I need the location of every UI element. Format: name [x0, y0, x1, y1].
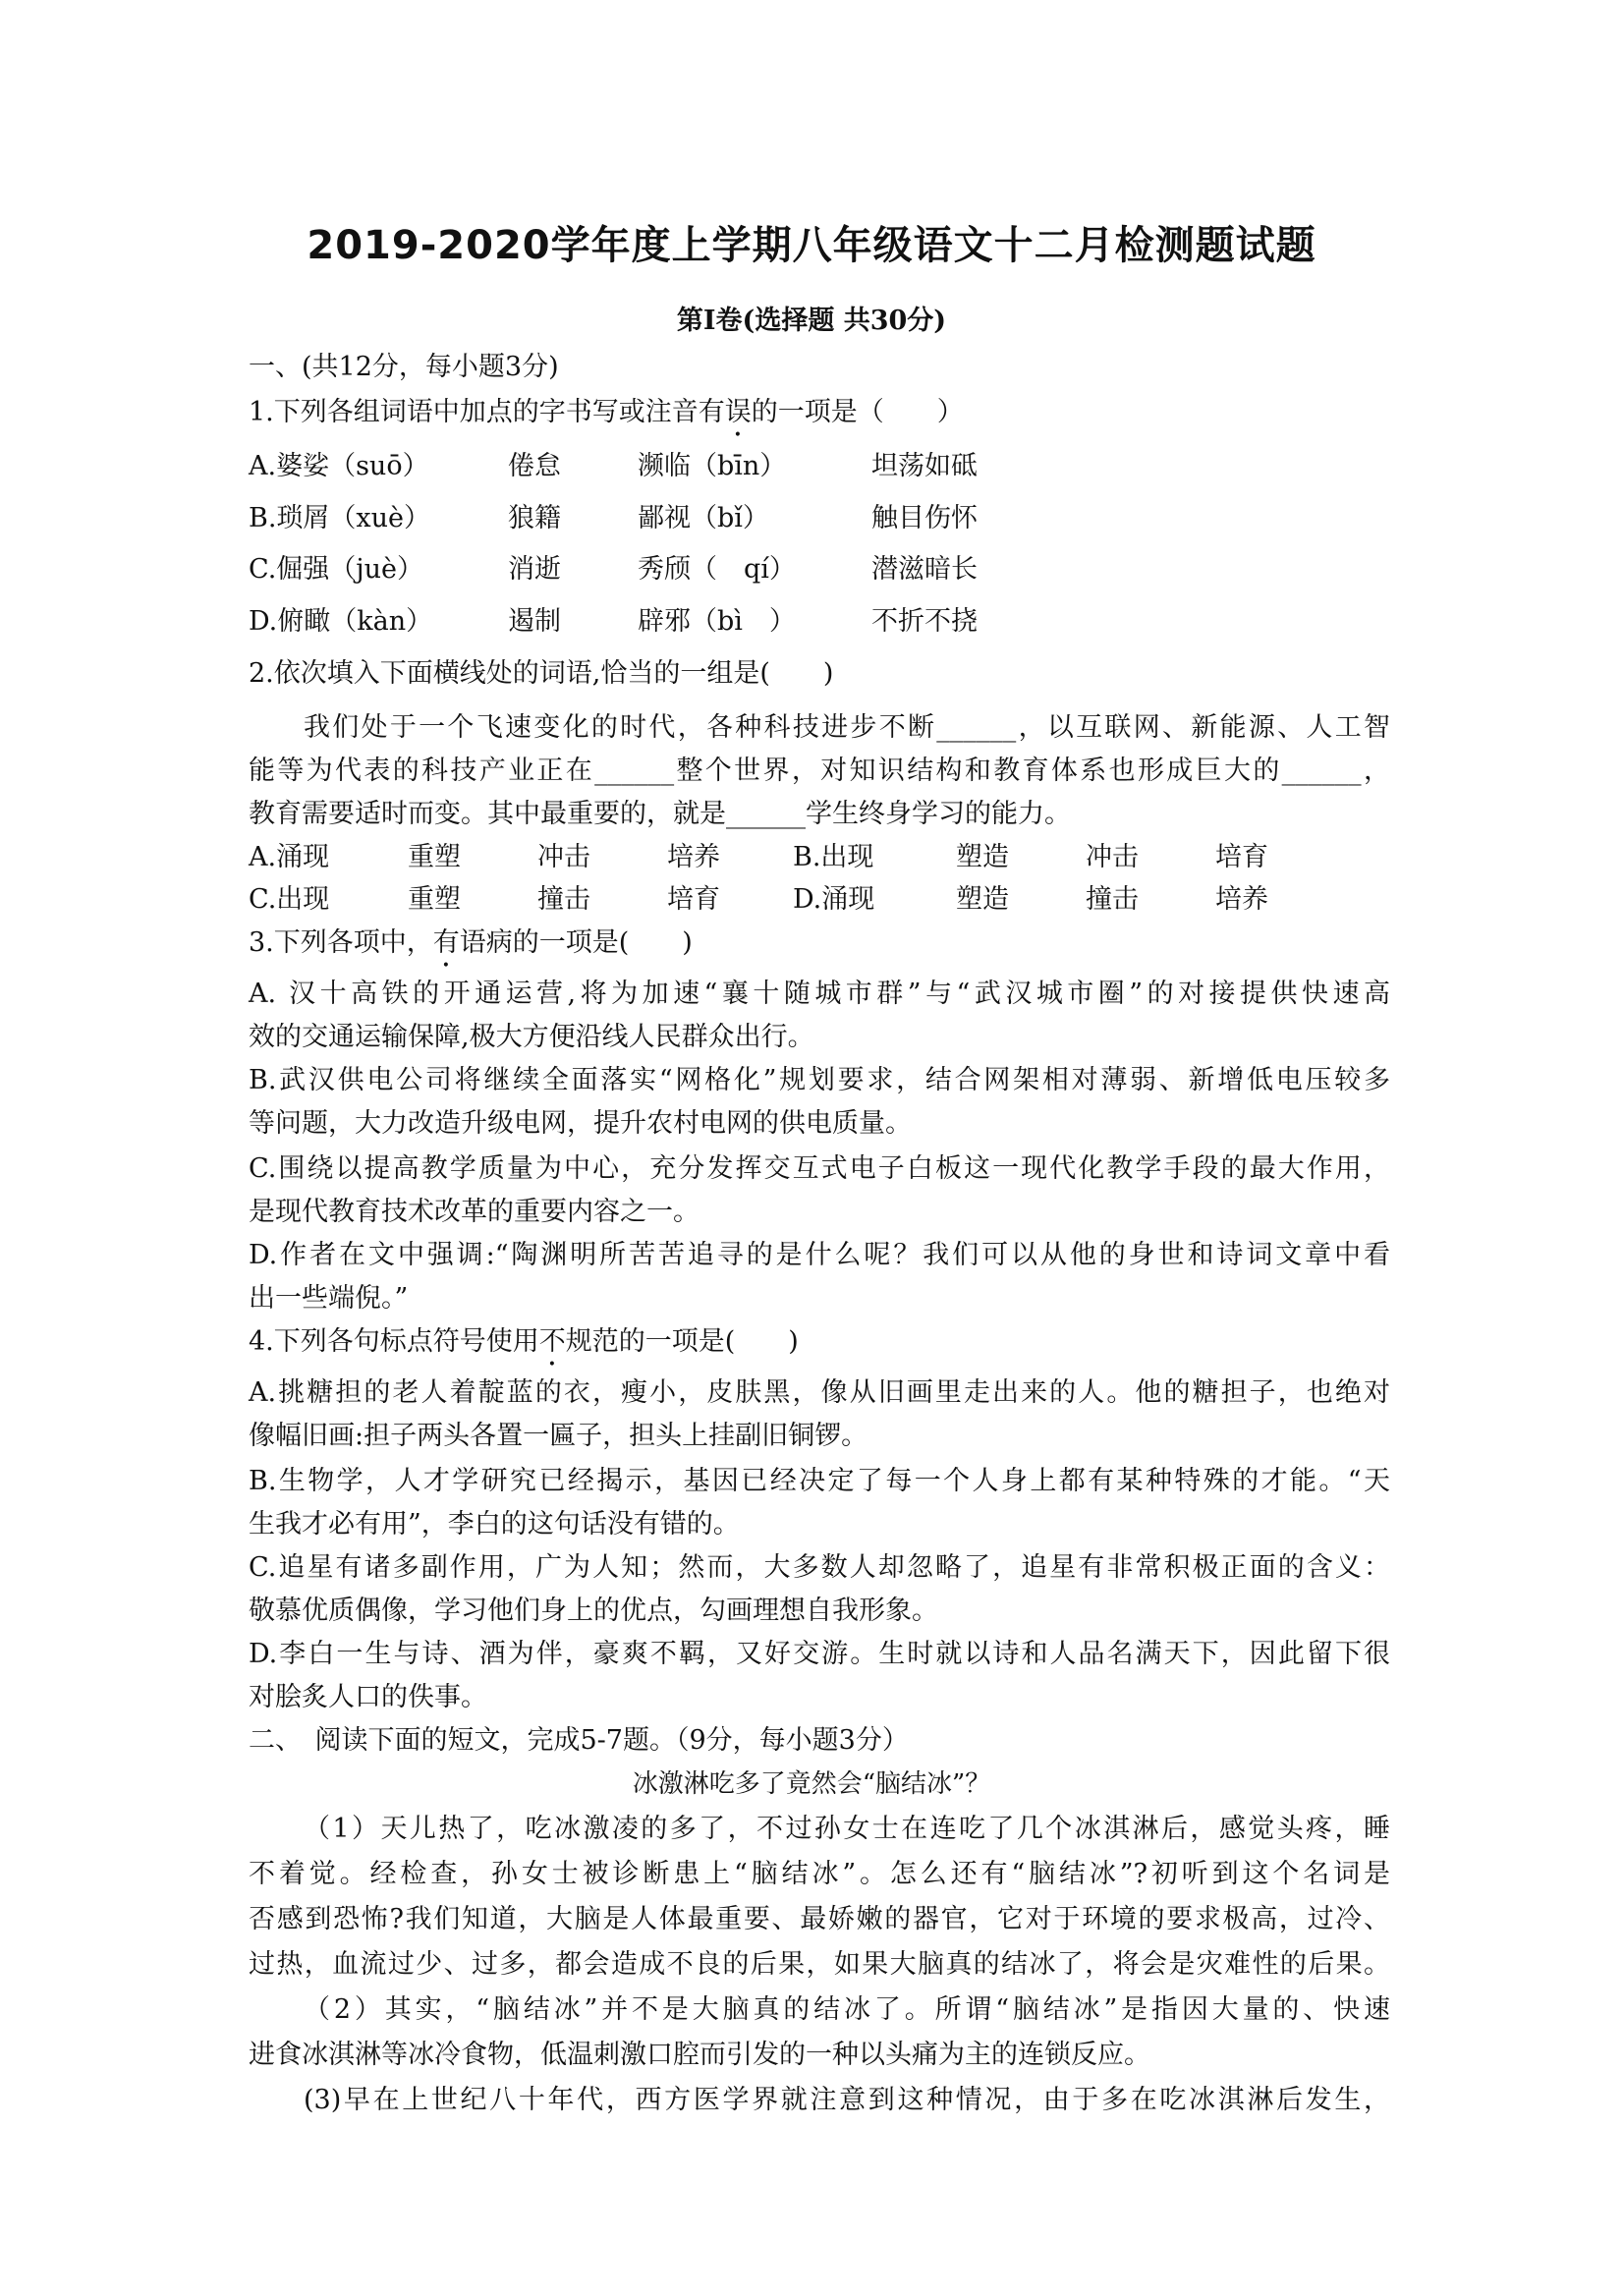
question-4-option-c-cont: 敬慕优质偶像，学习他们身上的优点，勾画理想自我形象。 — [249, 1596, 938, 1626]
question-3-option-b-cont: 等问题，大力改造升级电网，提升农村电网的供电质量。 — [249, 1108, 912, 1139]
question-2-passage-line: 教育需要适时而变。其中最重要的，就是______学生终身学习的能力。 — [249, 799, 1071, 829]
question-3-option-a: A. 汉十高铁的开通运营,将为加速“襄十随城市群”与“武汉城市圈”的对接提供快速高 — [249, 979, 1390, 1009]
question-3-option-d-cont: 出一些端倪。” — [249, 1283, 409, 1314]
article-title: 冰激淋吃多了竟然会“脑结冰”？ — [632, 1769, 991, 1799]
article-paragraph-line: (3)早在上世纪八十年代，西方医学界就注意到这种情况，由于多在吃冰淇淋后发生， — [304, 2085, 1390, 2115]
question-4-option-b-cont: 生我才必有用”，李白的这句话没有错的。 — [249, 1509, 740, 1540]
question-2-stem: 2.依次填入下面横线处的词语,恰当的一组是( ) — [249, 658, 834, 689]
question-3-stem: 3.下列各项中，有语病的一项是( ) — [249, 927, 693, 958]
article-paragraph-line: 过热，血流过少、过多，都会造成不良的后果，如果大脑真的结冰了，将会是灾难性的后果。 — [249, 1949, 1390, 1980]
article-paragraph-line: 进食冰淇淋等冰冷食物，低温刺激口腔而引发的一种以头痛为主的连锁反应。 — [249, 2040, 1150, 2070]
article-paragraph-line: 不着觉。经检查，孙女士被诊断患上“脑结冰”。怎么还有“脑结冰”?初听到这个名词是 — [249, 1859, 1390, 1889]
page-title: 2019-2020学年度上学期八年级语文十二月检测题试题 — [307, 223, 1316, 268]
question-1-stem: 1.下列各组词语中加点的字书写或注音有误的一项是（ ） — [249, 397, 964, 427]
section-one-header: 一、(共12分，每小题3分) — [249, 352, 559, 382]
question-2-passage-line: 我们处于一个飞速变化的时代，各种科技进步不断______，以互联网、新能源、人工智 — [304, 712, 1390, 743]
question-4-option-b: B.生物学，人才学研究已经揭示，基因已经决定了每一个人身上都有某种特殊的才能。“天 — [249, 1466, 1390, 1496]
question-4-stem: 4.下列各句标点符号使用不规范的一项是( ) — [249, 1326, 799, 1357]
article-paragraph-line: 否感到恐怖?我们知道，大脑是人体最重要、最娇嫩的器官，它对于环境的要求极高，过冷、 — [249, 1904, 1390, 1934]
question-3-option-a-cont: 效的交通运输保障,极大方便沿线人民群众出行。 — [249, 1022, 814, 1052]
question-3-option-b: B.武汉供电公司将继续全面落实“网格化”规划要求，结合网架相对薄弱、新增低电压较多 — [249, 1065, 1390, 1095]
question-4-option-d-cont: 对脍炙人口的佚事。 — [249, 1682, 487, 1712]
question-3-option-d: D.作者在文中强调:“陶渊明所苦苦追寻的是什么呢？我们可以从他的身世和诗词文章中看 — [249, 1240, 1390, 1270]
question-4-option-d: D.李白一生与诗、酒为伴，豪爽不羁，又好交游。生时就以诗和人品名满天下，因此留下很 — [249, 1639, 1390, 1669]
question-4-option-a: A.挑糖担的老人着靛蓝的衣，瘦小，皮肤黑，像从旧画里走出来的人。他的糖担子，也绝对 — [249, 1377, 1390, 1408]
question-3-option-c-cont: 是现代教育技术改革的重要内容之一。 — [249, 1197, 700, 1227]
question-3-option-c: C.围绕以提高教学质量为中心，充分发挥交互式电子白板这一现代化教学手段的最大作用， — [249, 1153, 1390, 1184]
section-subtitle: 第Ⅰ卷(选择题 共30分) — [676, 306, 947, 336]
section-two-header: 二、 阅读下面的短文，完成5-7题。（9分，每小题3分） — [249, 1725, 909, 1756]
question-4-option-a-cont: 像幅旧画:担子两头各置一匾子，担头上挂副旧铜锣。 — [249, 1421, 868, 1451]
question-2-passage-line: 能等为代表的科技产业正在______整个世界，对知识结构和教育体系也形成巨大的______， — [249, 756, 1390, 786]
question-4-option-c: C.追星有诸多副作用，广为人知；然而，大多数人却忽略了，追星有非常积极正面的含义： — [249, 1552, 1390, 1583]
exam-page: 2019-2020学年度上学期八年级语文十二月检测题试题 第Ⅰ卷(选择题 共30分) 一、(共12分，每小题3分) 1.下列各组词语中加点的字书写或注音有误的一项是（ ） A.婆娑（suō） 倦怠 濒临（bīn） 坦荡如砥 B.琐屑（xuè） 狼籍 鄙视（bǐ） 触目伤怀 C.倔强（juè） 消逝 秀颀（ qí） 潜滋暗长 D.俯瞰（kàn） 遏制 辟邪（bì ） 不折不挠 2.依次填入下面横线处的词语,恰当的一组是( ) 我们处于一个飞速变化的时代，各种科技进步不断______，以互联网、新能源、人工智 能等为代表的科技产业正在______整个世界，对知识结构和教育体系也形成巨大的______， 教育需要适时而变。其中最重要的，就是______学生终身学习的能力。 A.涌现 重塑 冲击 培养 B.出现 塑造 冲击 培育 C.出现 重塑 撞击 培育 D.涌现 塑造 撞击 培养 3.下列各项中，有语病的一项是( ) A. 汉十高铁的开通运营,将为加速“襄十随城市群”与“武汉城市圈”的对接提供快速高 效的交通运输保障,极大方便沿线人民群众出行。 B.武汉供电公司将继续全面落实“网格化”规划要求，结合网架相对薄弱、新增低电压较多 等问题，大力改造升级电网，提升农村电网的供电质量。 C.围绕以提高教学质量为中心，充分发挥交互式电子白板这一现代化教学手段的最大作用， 是现代教育技术改革的重要内容之一。 D.作者在文中强调:“陶渊明所苦苦追寻的是什么呢？我们可以从他的身世和诗词文章中看 出一些端倪。” 4.下列各句标点符号使用不规范的一项是( ) A.挑糖担的老人着靛蓝的衣，瘦小，皮肤黑，像从旧画里走出来的人。他的糖担子，也绝对 像幅旧画:担子两头各置一匾子，担头上挂副旧铜锣。 B.生物学，人才学研究已经揭示，基因已经决定了每一个人身上都有某种特殊的才能。“天 生我才必有用”，李白的这句话没有错的。 C.追星有诸多副作用，广为人知；然而，大多数人却忽略了，追星有非常积极正面的含义： 敬慕优质偶像，学习他们身上的优点，勾画理想自我形象。 D.李白一生与诗、酒为伴，豪爽不羁，又好交游。生时就以诗和人品名满天下，因此留下很 对脍炙人口的佚事。 二、 阅读下面的短文，完成5-7题。（9分，每小题3分） 冰激淋吃多了竟然会“脑结冰”？ （1）天儿热了，吃冰激凌的多了，不过孙女士在连吃了几个冰淇淋后，感觉头疼，睡 不着觉。经检查，孙女士被诊断患上“脑结冰”。怎么还有“脑结冰”?初听到这个名词是 否感到恐怖?我们知道，大脑是人体最重要、最娇嫩的器官，它对于环境的要求极高，过冷、 过热，血流过少、过多，都会造成不良的后果，如果大脑真的结冰了，将会是灾难性的后果。 （2）其实，“脑结冰”并不是大脑真的结冰了。所谓“脑结冰”是指因大量的、快速 进食冰淇淋等冰冷食物，低温刺激口腔而引发的一种以头痛为主的连锁反应。 (3)早在上世纪八十年代，西方医学界就注意到这种情况，由于多在吃冰淇淋后发生， — [0, 0, 1623, 2296]
article-paragraph-line: （2）其实，“脑结冰”并不是大脑真的结冰了。所谓“脑结冰”是指因大量的、快速 — [304, 1994, 1390, 2025]
article-paragraph-line: （1）天儿热了，吃冰激凌的多了，不过孙女士在连吃了几个冰淇淋后，感觉头疼，睡 — [304, 1814, 1390, 1844]
